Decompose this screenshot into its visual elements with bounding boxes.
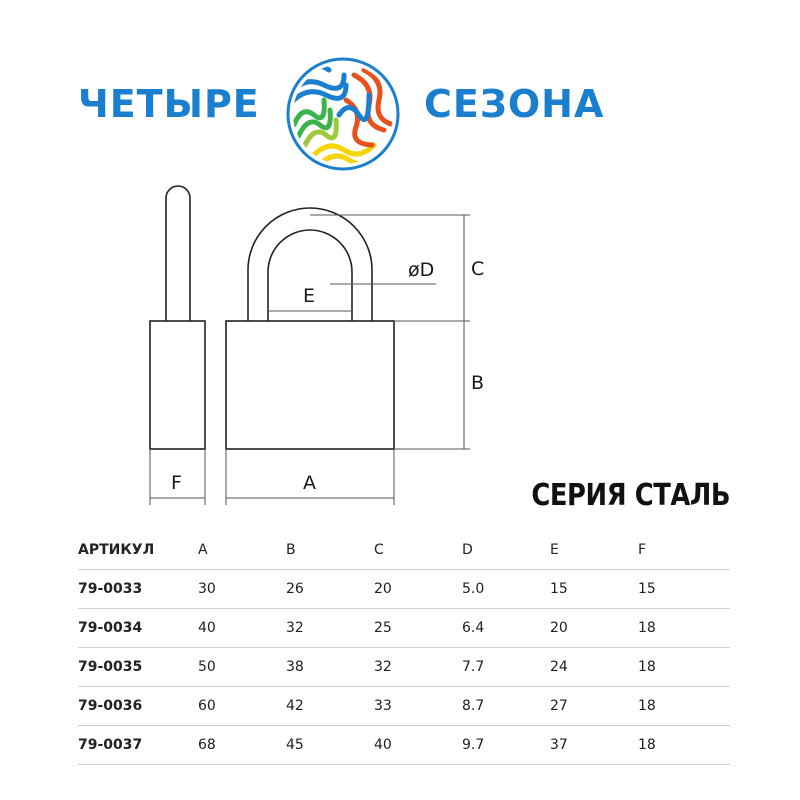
dim-label-e: E xyxy=(303,285,316,307)
dim-label-a: A xyxy=(303,472,316,494)
header-e: E xyxy=(550,531,638,570)
cell-b: 38 xyxy=(286,648,374,687)
header-article: АРТИКУЛ xyxy=(78,531,198,570)
side-shackle xyxy=(166,186,190,321)
cell-a: 30 xyxy=(198,570,286,609)
cell-article: 79-0037 xyxy=(78,726,198,765)
table-row xyxy=(78,648,730,687)
header-d: D xyxy=(462,531,550,570)
cell-f: 18 xyxy=(638,648,730,687)
cell-a: 68 xyxy=(198,726,286,765)
header-c: C xyxy=(374,531,462,570)
cell-d: 6.4 xyxy=(462,609,550,648)
cell-article: 79-0033 xyxy=(78,570,198,609)
cell-f: 18 xyxy=(638,609,730,648)
dim-label-d: øD xyxy=(408,259,435,281)
spec-table xyxy=(78,531,730,765)
padlock-front-view xyxy=(226,208,394,449)
padlock-side-view xyxy=(150,186,205,449)
table-row xyxy=(78,570,730,609)
front-shackle-inner xyxy=(268,230,352,321)
cell-e: 24 xyxy=(550,648,638,687)
dim-label-c: C xyxy=(471,258,485,280)
cell-c: 40 xyxy=(374,726,462,765)
table-row xyxy=(78,687,730,726)
cell-a: 50 xyxy=(198,648,286,687)
cell-e: 37 xyxy=(550,726,638,765)
cell-e: 20 xyxy=(550,609,638,648)
cell-e: 15 xyxy=(550,570,638,609)
cell-d: 8.7 xyxy=(462,687,550,726)
cell-a: 60 xyxy=(198,687,286,726)
dim-label-b: B xyxy=(471,372,485,394)
header-a: A xyxy=(198,531,286,570)
cell-b: 32 xyxy=(286,609,374,648)
front-body xyxy=(226,321,394,449)
cell-c: 25 xyxy=(374,609,462,648)
table-row xyxy=(78,726,730,765)
dim-label-f: F xyxy=(171,472,182,494)
cell-c: 20 xyxy=(374,570,462,609)
cell-f: 18 xyxy=(638,687,730,726)
table-header-row xyxy=(78,531,730,570)
cell-d: 9.7 xyxy=(462,726,550,765)
cell-b: 42 xyxy=(286,687,374,726)
cell-d: 5.0 xyxy=(462,570,550,609)
table-row xyxy=(78,609,730,648)
cell-f: 18 xyxy=(638,726,730,765)
cell-a: 40 xyxy=(198,609,286,648)
brand-right-word: СЕЗОНА xyxy=(424,82,605,126)
cell-article: 79-0035 xyxy=(78,648,198,687)
header-b: B xyxy=(286,531,374,570)
header-f: F xyxy=(638,531,730,570)
cell-f: 15 xyxy=(638,570,730,609)
cell-c: 33 xyxy=(374,687,462,726)
cell-article: 79-0034 xyxy=(78,609,198,648)
brand-left-word: ЧЕТЫРЕ xyxy=(78,82,260,126)
cell-c: 32 xyxy=(374,648,462,687)
cell-d: 7.7 xyxy=(462,648,550,687)
side-body xyxy=(150,321,205,449)
series-title: СЕРИЯ СТАЛЬ xyxy=(531,478,730,513)
cell-b: 26 xyxy=(286,570,374,609)
cell-article: 79-0036 xyxy=(78,687,198,726)
cell-b: 45 xyxy=(286,726,374,765)
cell-e: 27 xyxy=(550,687,638,726)
